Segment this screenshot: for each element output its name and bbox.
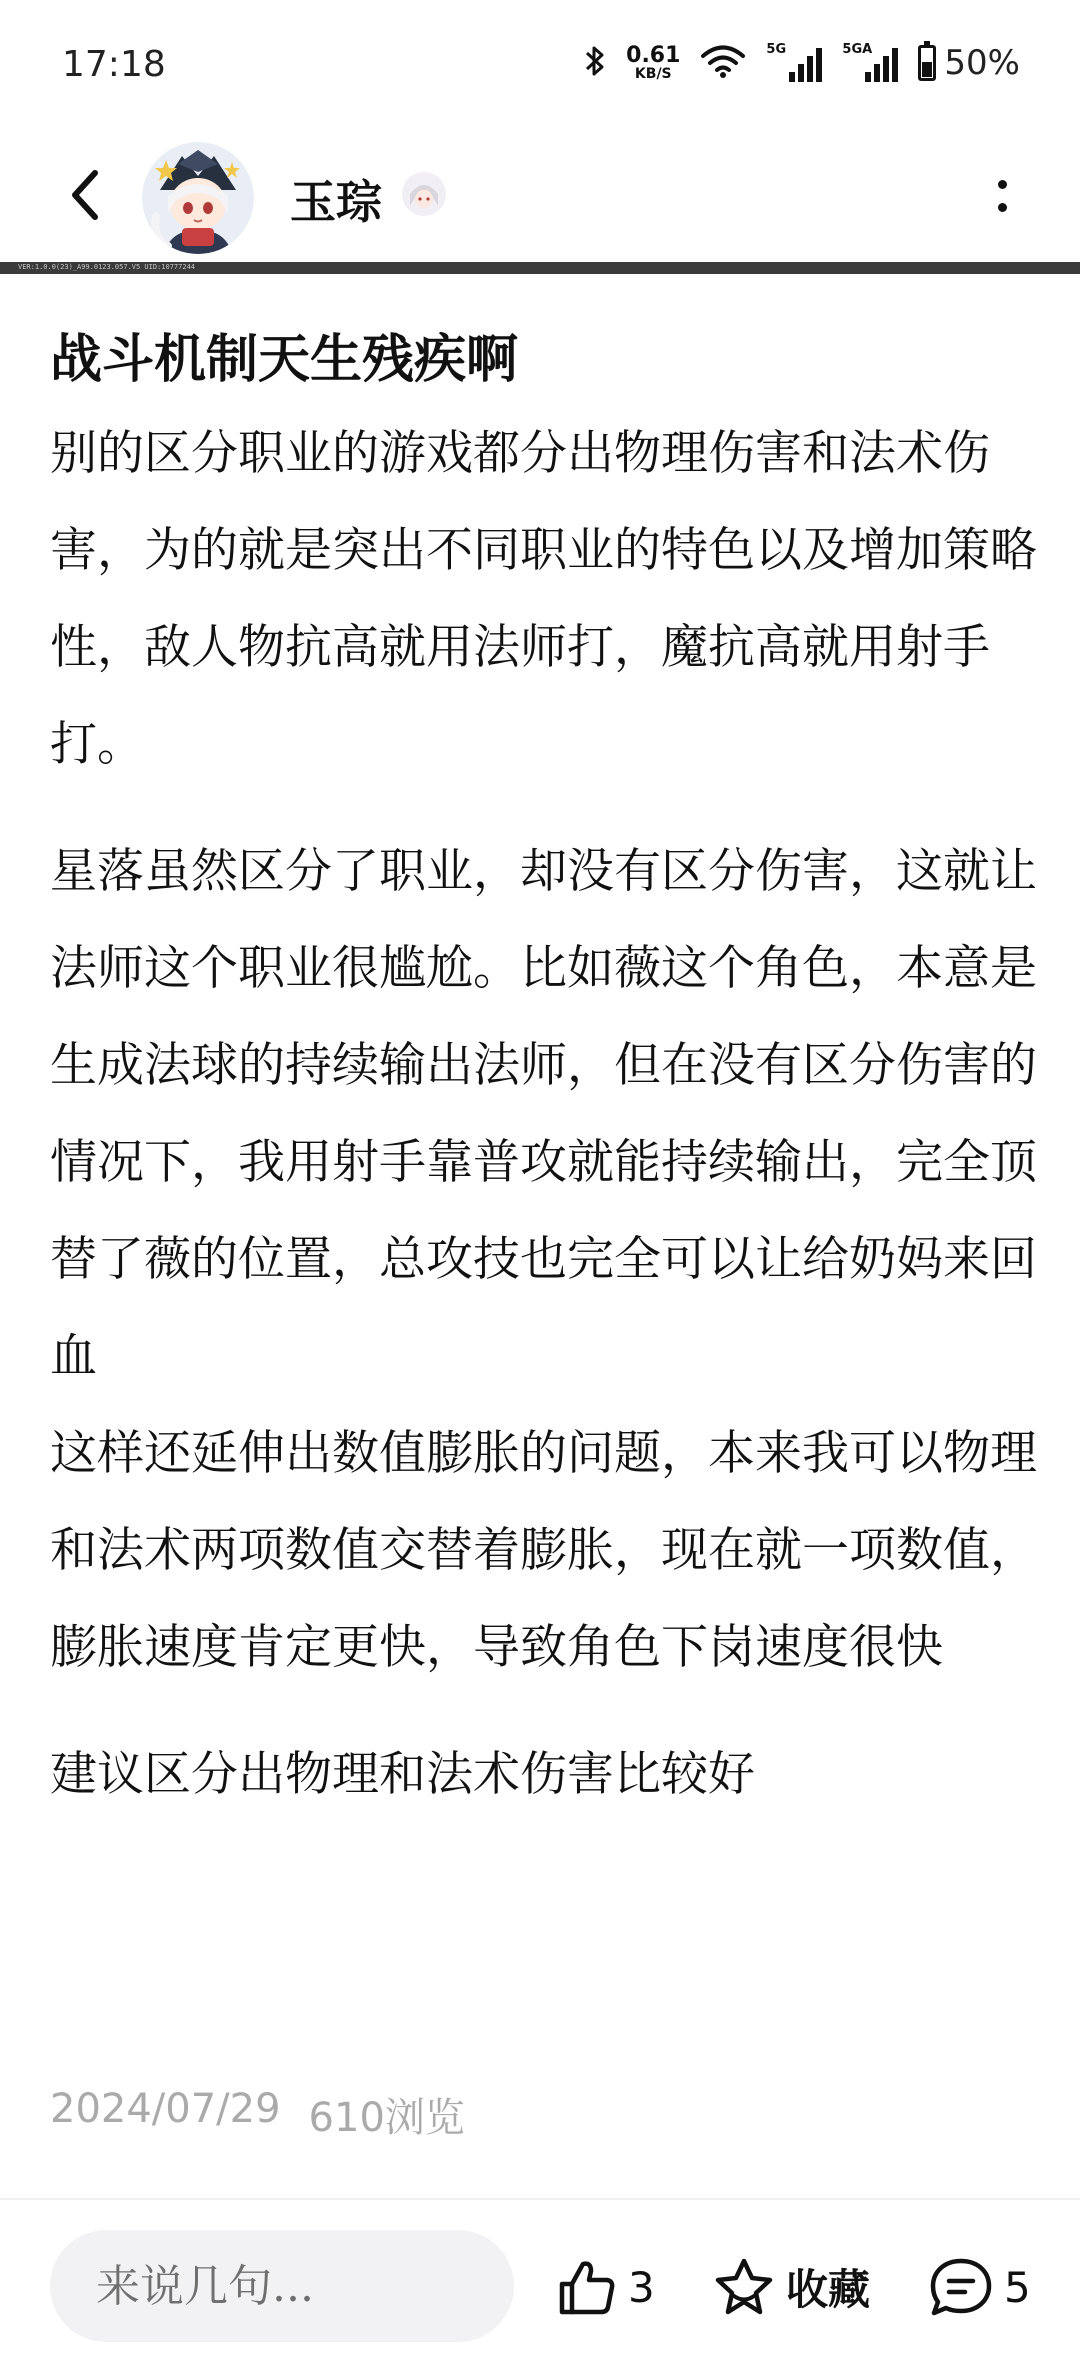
post-paragraph-4: 建议区分出物理和法术伤害比较好 bbox=[50, 1747, 755, 1802]
status-icons bbox=[584, 38, 1020, 88]
more-dot-icon bbox=[998, 203, 1007, 212]
post-title: 战斗机制天生残疾啊 bbox=[50, 329, 519, 390]
post-content bbox=[50, 315, 1040, 1823]
post-paragraph-1: 别的区分职业的游戏都分出物理伤害和法术伤害，为的就是突出不同职业的特色以及增加策略性，敌人物抗高就用法师打，魔抗高就用射手打。 bbox=[50, 426, 1037, 772]
favorite-button[interactable] bbox=[712, 2252, 870, 2322]
comment-button[interactable] bbox=[928, 2252, 1031, 2322]
user-badge-icon bbox=[402, 172, 446, 216]
status-bar bbox=[0, 0, 1080, 130]
more-dot-icon bbox=[998, 180, 1007, 189]
battery-icon bbox=[918, 45, 936, 81]
post-paragraph-3: 这样还延伸出数值膨胀的问题，本来我可以物理和法术两项数值交替着膨胀，现在就一项数值，膨胀速度肯定更快，导致角色下岗速度很快 bbox=[50, 1426, 1037, 1675]
network-speed-value: 0.61 bbox=[626, 43, 681, 68]
build-info-text: VER:1.0.0(23)_A99.0123.057.V5 UID:10777244 bbox=[18, 263, 196, 271]
cell-signal-5g-icon: 5G bbox=[766, 44, 822, 82]
battery-indicator bbox=[918, 43, 1020, 83]
post-header bbox=[0, 130, 1080, 260]
user-avatar[interactable] bbox=[142, 142, 254, 254]
bottom-action-bar bbox=[0, 2200, 1080, 2376]
more-options-button[interactable] bbox=[978, 158, 1026, 234]
status-time: 17:18 bbox=[62, 44, 166, 85]
network-speed-unit: KB/S bbox=[634, 66, 672, 82]
back-button[interactable] bbox=[50, 155, 120, 235]
comment-input[interactable] bbox=[50, 2230, 514, 2342]
bluetooth-icon bbox=[584, 43, 606, 83]
comment-count: 5 bbox=[1004, 2262, 1031, 2312]
post-meta bbox=[50, 2086, 465, 2143]
comment-bubble-icon bbox=[928, 2256, 994, 2318]
like-count: 3 bbox=[628, 2262, 655, 2312]
post-date: 2024/07/29 bbox=[50, 2086, 281, 2132]
favorite-label: 收藏 bbox=[786, 2265, 871, 2314]
build-info-strip bbox=[0, 262, 1080, 274]
star-icon bbox=[712, 2256, 776, 2318]
post-paragraph-2: 星落虽然区分了职业，却没有区分伤害，这就让法师这个职业很尴尬。比如薇这个角色，本意是生成法球的持续输出法师，但在没有区分伤害的情况下，我用射手靠普攻就能持续输出，完全顶替了薇的位置，总攻技也完全可以让给奶妈来回血 bbox=[50, 844, 1037, 1384]
chevron-left-icon bbox=[65, 167, 105, 223]
user-name[interactable]: 玉琮 bbox=[290, 175, 382, 229]
thumbs-up-icon bbox=[556, 2256, 618, 2318]
like-button[interactable] bbox=[556, 2252, 655, 2322]
cell-signal-5ga-icon: 5GA bbox=[842, 44, 898, 82]
battery-percent: 50% bbox=[944, 43, 1020, 83]
post-view-count: 610浏览 bbox=[308, 2095, 465, 2141]
wifi-icon bbox=[700, 43, 746, 83]
network-speed bbox=[626, 45, 680, 81]
